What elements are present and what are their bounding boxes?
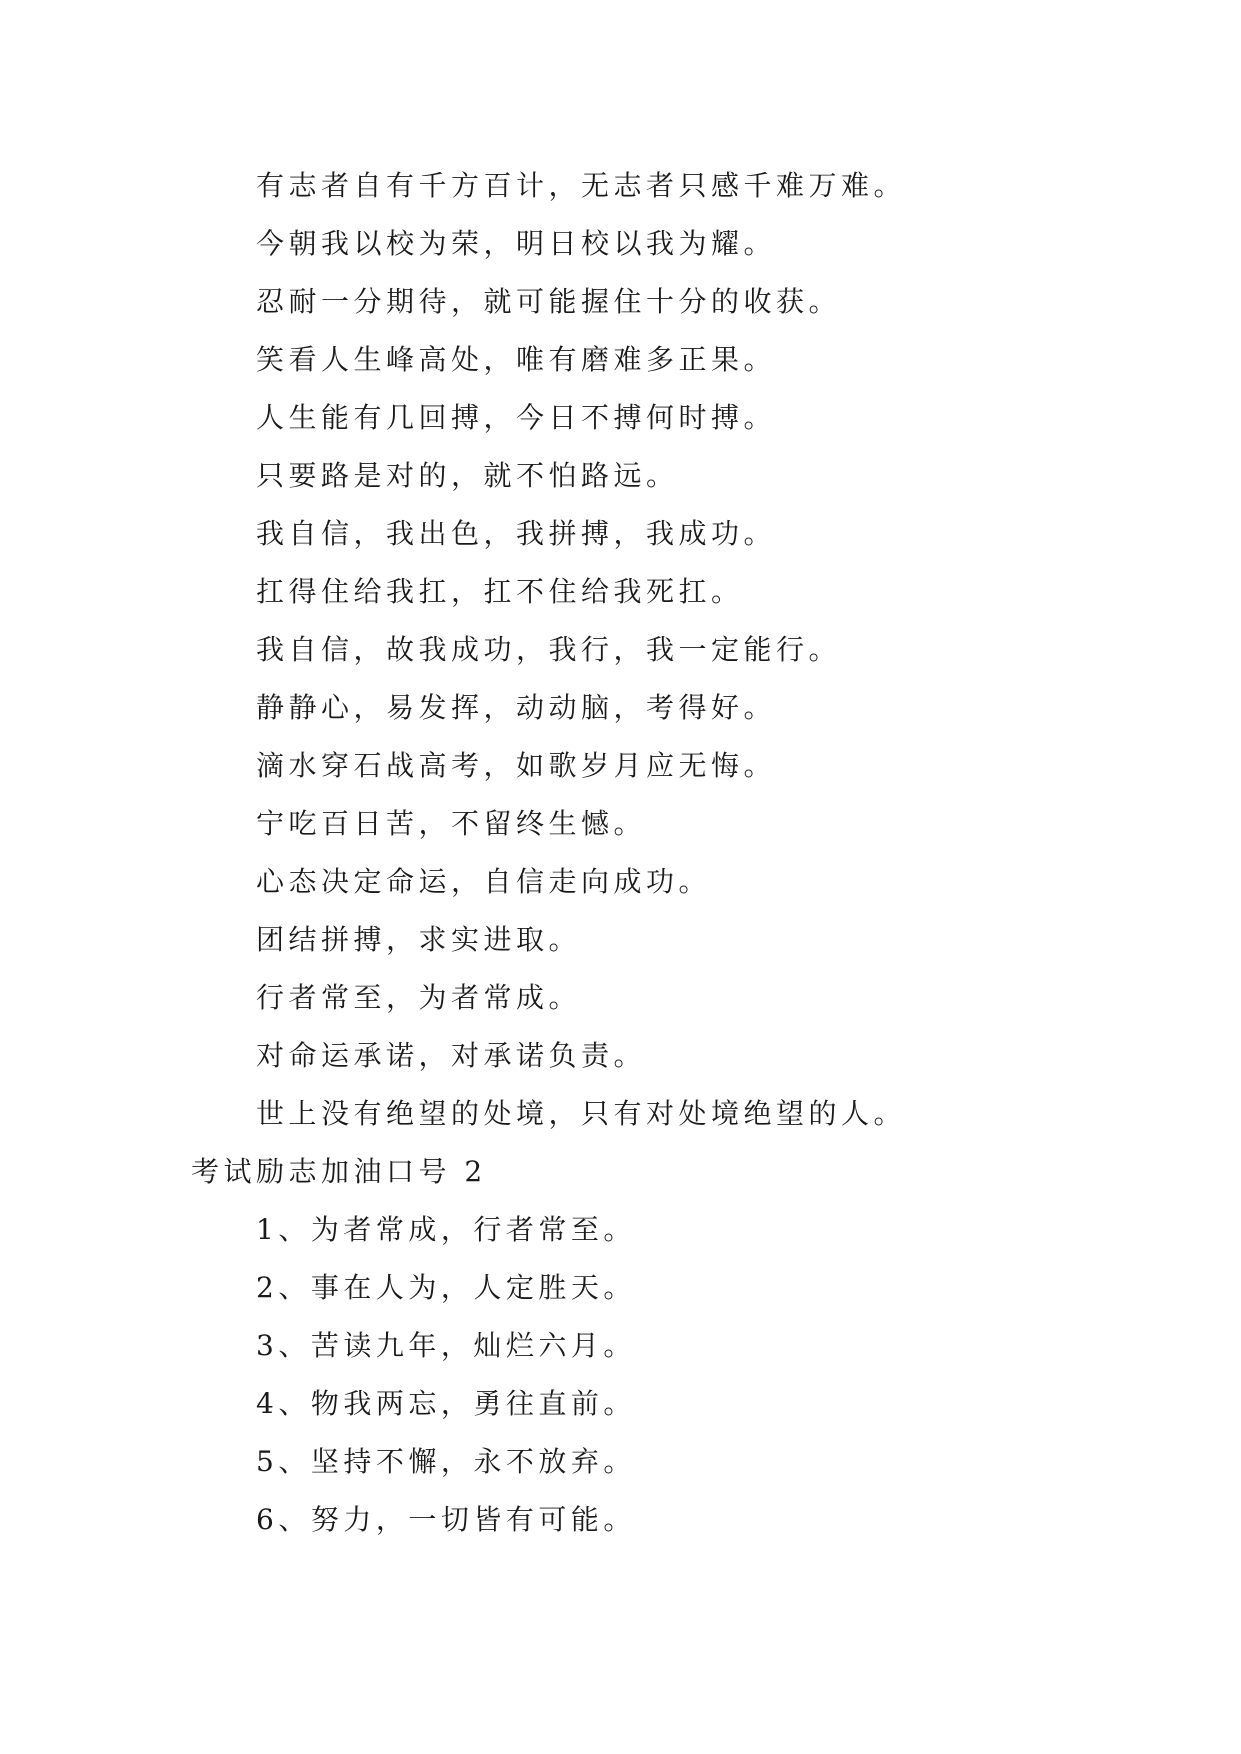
quote-line: 世上没有绝望的处境，只有对处境绝望的人。	[256, 1097, 907, 1130]
quote-line: 我自信，故我成功，我行，我一定能行。	[256, 633, 842, 666]
quote-line: 静静心，易发挥，动动脑，考得好。	[256, 691, 777, 724]
numbered-item: 6、努力，一切皆有可能。	[256, 1503, 636, 1536]
numbered-item: 4、物我两忘，勇往直前。	[256, 1387, 636, 1420]
quote-line: 笑看人生峰高处，唯有磨难多正果。	[256, 343, 777, 376]
quote-line: 心态决定命运，自信走向成功。	[256, 865, 712, 898]
quote-line: 滴水穿石战高考，如歌岁月应无悔。	[256, 749, 777, 782]
numbered-item: 5、坚持不懈，永不放弃。	[256, 1445, 636, 1478]
quote-line: 人生能有几回搏，今日不搏何时搏。	[256, 401, 777, 434]
quote-line: 今朝我以校为荣，明日校以我为耀。	[256, 227, 777, 260]
numbered-item: 2、事在人为，人定胜天。	[256, 1271, 636, 1304]
quote-line: 我自信，我出色，我拼搏，我成功。	[256, 517, 777, 550]
quote-line: 扛得住给我扛，扛不住给我死扛。	[256, 575, 744, 608]
quote-line: 只要路是对的，就不怕路远。	[256, 459, 679, 492]
quote-line: 团结拼搏，求实进取。	[256, 923, 582, 956]
quote-line: 行者常至，为者常成。	[256, 981, 582, 1014]
quote-line: 宁吃百日苦，不留终生憾。	[256, 807, 647, 840]
quote-line: 对命运承诺，对承诺负责。	[256, 1039, 647, 1072]
section-heading: 考试励志加油口号 2	[191, 1155, 487, 1188]
numbered-item: 1、为者常成，行者常至。	[256, 1213, 636, 1246]
quote-line: 忍耐一分期待，就可能握住十分的收获。	[256, 285, 842, 318]
numbered-item: 3、苦读九年，灿烂六月。	[256, 1329, 636, 1362]
quote-line: 有志者自有千方百计，无志者只感千难万难。	[256, 169, 907, 202]
